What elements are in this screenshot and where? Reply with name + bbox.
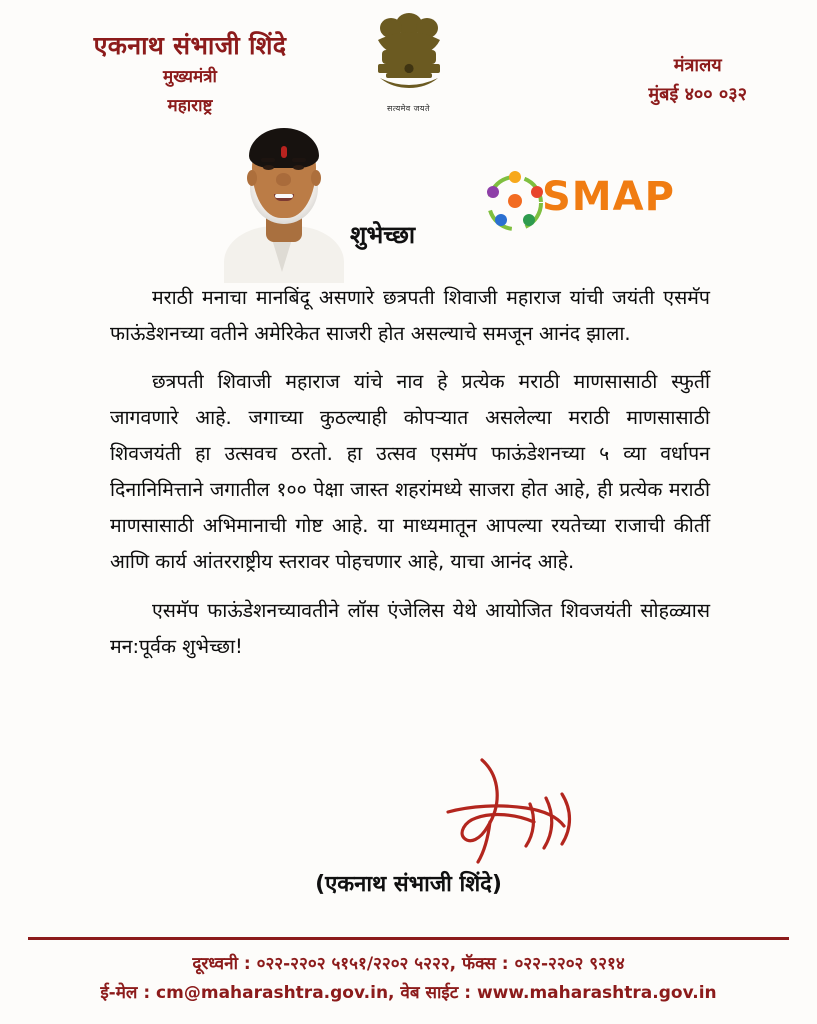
smap-people-circle-icon [480,168,550,238]
footer [28,937,789,1008]
salutation: शुभेच्छा [350,221,416,249]
national-emblem-icon [361,6,457,114]
smap-logo [480,168,675,248]
signature-mark [430,752,610,872]
body-paragraph-3: एसमॅप फाऊंडेशनच्यावतीने लॉस एंजेलिस येथे आयोजित शिवजयंती सोहळ्यास मन:पूर्वक शुभेच्छा! [110,598,710,658]
cm-state: महाराष्ट्र [167,95,213,116]
portrait-photo [216,118,351,283]
address-line-2: मुंबई ४०० ०३२ [648,83,747,105]
letterhead [0,0,817,140]
smap-wordmark: SMAP [542,174,675,220]
emblem-motto: सत्यमेव जयते [387,104,430,113]
footer-phone-line: दूरध्वनी : ०२२-२२०२ ५१५१/२२०२ ५२२२, फॅक्स : ०२२-२२०२ ९२१४ [192,954,625,975]
cm-designation: मुख्यमंत्री [163,67,217,88]
letterhead-left-block [40,30,340,119]
cm-name: एकनाथ संभाजी शिंदे [93,31,287,60]
signature-name: (एकनाथ संभाजी शिंदे) [315,872,502,897]
body-paragraph-1: मराठी मनाचा मानबिंदू असणारे छत्रपती शिवाजी महाराज यांची जयंती एसमॅप फाऊंडेशनच्या वतीने अमेरिकेत साजरी होत असल्याचे समजून आनंद झाला. [110,286,710,346]
letter-body [110,280,710,677]
footer-email-line: ई-मेल : cm@maharashtra.gov.in, वेब साईट : www.maharashtra.gov.in [100,983,717,1004]
body-paragraph-2: छत्रपती शिवाजी महाराज यांचे नाव हे प्रत्येक मराठी माणसासाठी स्फुर्ती जागवणारे आहे. जगाच्या कुठल्याही कोपऱ्यात असलेल्या मराठी माणसासाठी शिवजयंती हा उत्सवच ठरतो. हा उत्सव एसमॅप फाऊंडेशनच्या ५ व्या वर्धापन दिनानिमित्ताने जगातील १०० पेक्षा जास्त शहरांमध्ये साजरा होत आहे, ही प्रत्येक मराठी माणसासाठी अभिमानाची गोष्ट आहे. या माध्यमातून आपल्या रयतेच्या राजाची कीर्ती आणि कार्य आंतरराष्ट्रीय स्तरावर पोहचणार आहे, याचा आनंद आहे. [110,370,710,574]
address-line-1: मंत्रालय [673,55,722,76]
letterhead-address [648,52,747,110]
footer-divider [28,937,789,940]
